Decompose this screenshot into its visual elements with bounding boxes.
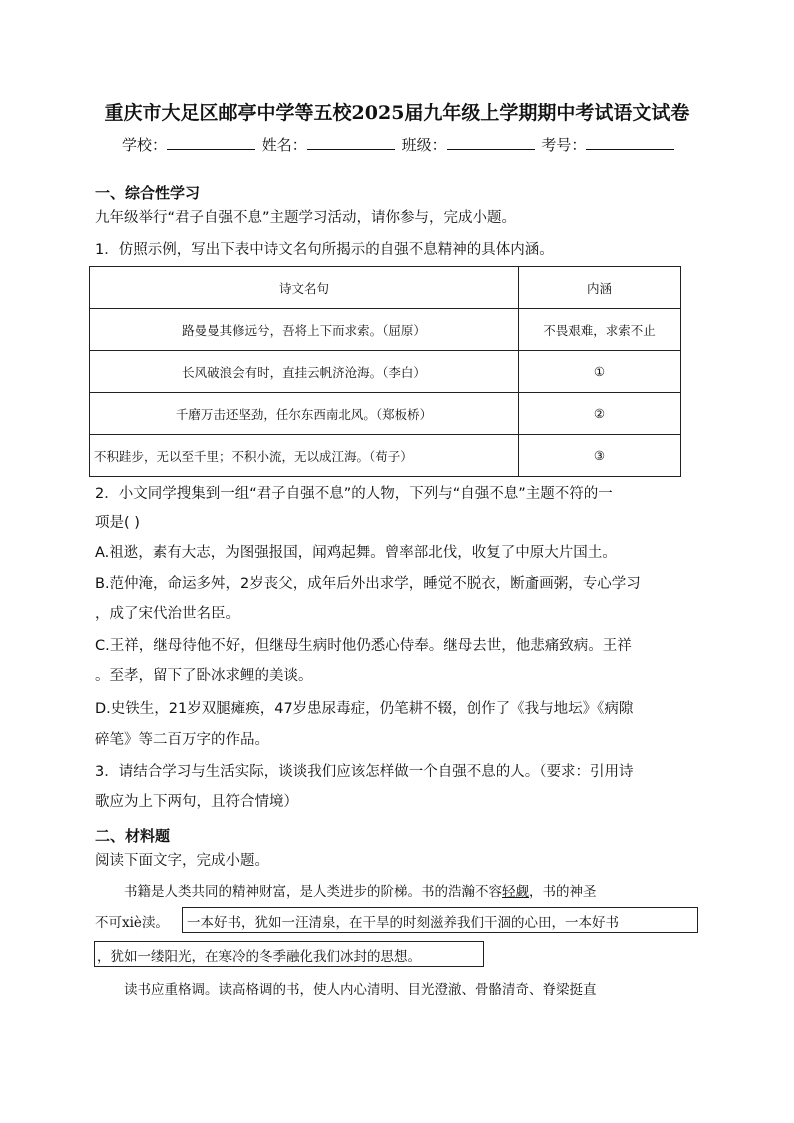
table-cell: 不畏艰难，求索不止: [519, 309, 681, 351]
question-3-line2: 歌应为上下两句，且符合情境）: [95, 794, 298, 810]
name-blank[interactable]: [307, 135, 395, 150]
name-label: 姓名：: [261, 136, 307, 154]
highlight-box-2: [94, 941, 484, 967]
option-b-line2: ，成了宋代治世名臣。: [95, 606, 240, 622]
table-header: 诗文名句: [90, 267, 519, 309]
table-cell: ②: [519, 393, 681, 435]
question-1: 1．仿照示例，写出下表中诗文名句所揭示的自强不息精神的具体内涵。: [95, 242, 554, 258]
exam-title: 重庆市大足区邮亭中学等五校2025届九年级上学期期中考试语文试卷: [104, 102, 690, 124]
class-label: 班级：: [401, 136, 447, 154]
class-blank[interactable]: [447, 135, 535, 150]
boxed-sentence-part2: ，犹如一缕阳光，在寒冷的冬季融化我们冰封的思想。: [97, 949, 421, 965]
passage-text: 书籍是人类共同的精神财富，是人类进步的阶梯。书的浩瀚不容: [124, 884, 502, 900]
section1-heading: 一、综合性学习: [95, 184, 201, 202]
passage-para1-line2-start: 不可xiè渎。: [95, 915, 169, 931]
option-c-line1: C.王祥，继母待他不好，但继母生病时他仍悉心侍奉。继母去世，他悲痛致病。王祥: [95, 638, 632, 654]
table-cell: 千磨万击还坚劲，任尔东西南北风。（郑板桥）: [90, 393, 519, 435]
option-c-line2: 。至孝，留下了卧冰求鲤的美谈。: [95, 668, 313, 684]
student-info-row: [122, 134, 676, 155]
option-d-line2: 碎笔》等二百万字的作品。: [95, 732, 269, 748]
option-a: A.祖逖，素有大志，为图强报国，闻鸡起舞。曾率部北伐，收复了中原大片国土。: [95, 545, 617, 561]
question-2-line1: 2．小文同学搜集到一组“君子自强不息”的人物，下列与“自强不息”主题不符的一: [95, 486, 613, 502]
passage-para1-line1: [124, 880, 597, 900]
passage-text: ，书的神圣: [529, 884, 597, 900]
table-row: [90, 351, 681, 393]
section2-heading: 二、材料题: [95, 827, 171, 845]
section1-intro: 九年级举行“君子自强不息”主题学习活动，请你参与，完成小题。: [95, 210, 517, 226]
school-label: 学校：: [122, 136, 168, 154]
option-b-line1: B.范仲淹，命运多舛，2岁丧父，成年后外出求学，睡觉不脱衣，断齑画粥，专心学习: [95, 576, 641, 592]
section2-intro: 阅读下面文字，完成小题。: [95, 853, 269, 869]
id-blank[interactable]: [586, 135, 674, 150]
table-cell: 长风破浪会有时，直挂云帆济沧海。（李白）: [90, 351, 519, 393]
school-blank[interactable]: [167, 135, 255, 150]
table-row: [90, 393, 681, 435]
option-d-line1: D.史铁生，21岁双腿瘫痪，47岁患尿毒症，仍笔耕不辍，创作了《我与地坛》《病隙: [95, 701, 634, 717]
table-row: [90, 435, 681, 477]
table-header: 内涵: [519, 267, 681, 309]
table-header-row: [90, 267, 681, 309]
table-cell: ③: [519, 435, 681, 477]
question-3-line1: 3．请结合学习与生活实际，谈谈我们应该怎样做一个自强不息的人。（要求：引用诗: [95, 764, 634, 780]
underlined-word: 轻觑: [502, 884, 529, 900]
poetry-table: [89, 266, 681, 477]
highlight-box-1: [182, 907, 698, 933]
boxed-sentence-part1: 一本好书，犹如一汪清泉，在干旱的时刻滋养我们干涸的心田，一本好书: [187, 915, 619, 931]
table-cell: ①: [519, 351, 681, 393]
id-label: 考号：: [541, 136, 587, 154]
question-2-line2: 项是( ): [95, 515, 140, 531]
passage-para2: 读书应重格调。读高格调的书，使人内心清明、目光澄澈、骨骼清奇、脊梁挺直: [124, 982, 597, 998]
table-cell: 路曼曼其修远兮，吾将上下而求索。（屈原）: [90, 309, 519, 351]
table-row: [90, 309, 681, 351]
table-cell: 不积跬步，无以至千里；不积小流，无以成江海。（荀子）: [90, 435, 519, 477]
